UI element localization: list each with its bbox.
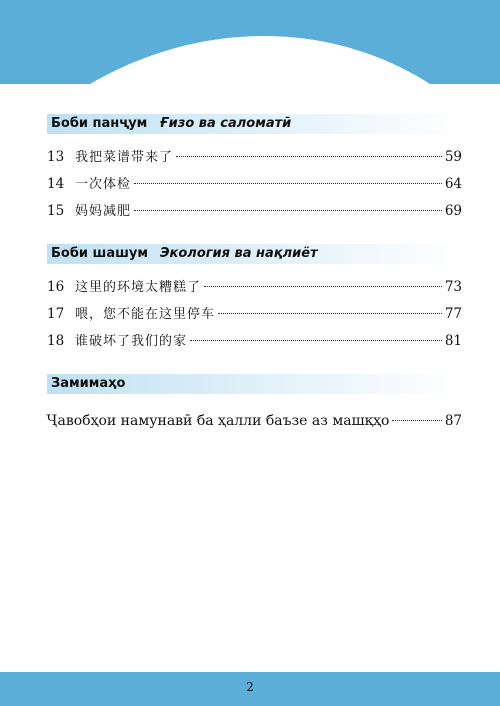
section-appendix [47, 374, 462, 435]
dot-leader [218, 313, 442, 314]
entry-number: 16 [47, 279, 65, 295]
dot-leader [190, 340, 442, 341]
entry-title: Ҷавобҳои намунавӣ ба ҳалли баъзе аз машқҳо [47, 413, 390, 429]
entry-number: 15 [47, 203, 65, 219]
toc-entry[interactable] [47, 408, 462, 435]
toc-entry[interactable] [47, 301, 462, 328]
toc-entry[interactable] [47, 171, 462, 198]
entry-page: 73 [444, 279, 462, 295]
entry-page: 81 [444, 333, 462, 349]
dot-leader [204, 286, 442, 287]
section-label: Боби панҷум [51, 116, 148, 131]
section-subtitle: Ғизо ва саломатӣ [160, 116, 292, 131]
page-number: 2 [246, 680, 254, 694]
dot-leader [134, 183, 442, 184]
toc-entry[interactable] [47, 328, 462, 355]
header-band [0, 0, 500, 103]
dot-leader [392, 420, 441, 421]
entry-title: 妈妈减肥 [75, 204, 132, 219]
dot-leader [176, 156, 442, 157]
section-chapter-five [47, 114, 462, 225]
section-chapter-six [47, 244, 462, 355]
toc-entry[interactable] [47, 198, 462, 225]
entry-title: 这里的环境太糟糕了 [75, 280, 202, 295]
section-header [47, 114, 462, 136]
entry-page: 64 [444, 176, 462, 192]
entry-title: 喂，您不能在这里停车 [75, 307, 216, 322]
toc-entry[interactable] [47, 274, 462, 301]
entry-title: 我把菜谱带来了 [75, 150, 174, 165]
header-arc [0, 0, 500, 103]
section-label: Боби шашум [51, 246, 149, 261]
entry-number: 18 [47, 333, 65, 349]
entry-number: 14 [47, 176, 65, 192]
dot-leader [134, 210, 442, 211]
section-subtitle: Экология ва нақлиёт [160, 246, 318, 261]
section-label: Замимаҳо [51, 376, 126, 391]
section-header [47, 374, 462, 396]
entry-page: 77 [444, 306, 462, 322]
toc-entry[interactable] [47, 144, 462, 171]
entry-number: 13 [47, 149, 65, 165]
section-header [47, 244, 462, 266]
entry-title: 一次体检 [75, 177, 132, 192]
entry-page: 69 [444, 203, 462, 219]
entry-page: 59 [444, 149, 462, 165]
entry-page: 87 [444, 413, 462, 429]
entry-title: 谁破坏了我们的家 [75, 334, 188, 349]
entry-number: 17 [47, 306, 65, 322]
